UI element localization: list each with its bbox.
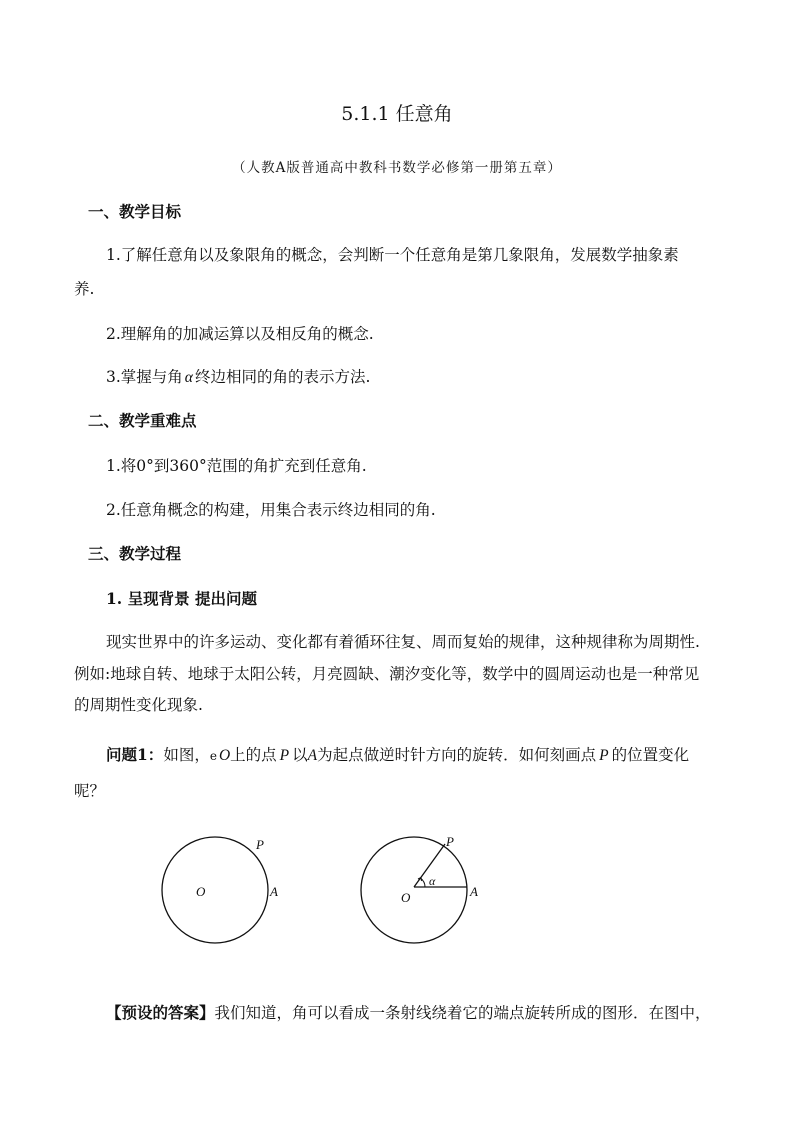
question-1-label: 问题1 [106, 745, 148, 764]
background-para-line-1: 现实世界中的许多运动、变化都有着循环往复、周而复始的规律，这种规律称为周期性. [106, 633, 700, 651]
section-heading-key-points: 二、教学重难点 [88, 411, 197, 430]
right-label-alpha: α [429, 874, 436, 888]
question-1-text-d: 为起点做逆时针方向的旋转．如何刻画点 [317, 746, 597, 764]
rotation-figures [150, 820, 510, 960]
section-heading-objectives: 一、教学目标 [88, 202, 182, 221]
key-point-2: 2.任意角概念的构建，用集合表示终边相同的角. [106, 501, 436, 519]
preset-answer-label: 【预设的答案】 [106, 1003, 215, 1022]
alpha-symbol: α [184, 369, 193, 386]
objective-2: 2.理解角的加减运算以及相反角的概念. [106, 325, 374, 343]
question-1-line-1 [106, 745, 689, 766]
page-title: 5.1.1 任意角 [341, 103, 453, 125]
point-p-label: P [279, 747, 290, 764]
objective-1-line-1: 1.了解任意角以及象限角的概念，会判断一个任意角是第几象限角，发展数学抽象素 [106, 246, 679, 264]
objective-3 [106, 367, 370, 388]
left-label-o: O [196, 884, 206, 899]
objective-3-text-b: 终边相同的角的表示方法. [194, 368, 371, 386]
left-label-p: P [256, 837, 264, 852]
question-1-text-b: 上的点 [230, 746, 277, 764]
question-1-colon: ： [147, 745, 164, 764]
section-heading-process: 三、教学过程 [88, 544, 182, 563]
point-a-label: A [307, 747, 318, 764]
left-circle [162, 837, 268, 943]
question-1-line-2: 呢？ [74, 782, 106, 800]
right-label-p: P [446, 834, 454, 849]
right-label-o: O [401, 890, 411, 905]
background-para-line-2: 例如:地球自转、地球于太阳公转，月亮圆缺、潮汐变化等，数学中的圆周运动也是一种常见 [74, 665, 700, 683]
subsection-heading-background: 1. 呈现背景 提出问题 [106, 589, 257, 608]
key-point-1: 1.将0°到360°范围的角扩充到任意角. [106, 457, 367, 475]
background-para-line-3: 的周期性变化现象. [74, 696, 203, 714]
point-o-label: O [218, 747, 231, 764]
right-circle [361, 837, 467, 943]
circle-symbol: e [209, 749, 217, 763]
preset-answer-text: 我们知道，角可以看成一条射线绕着它的端点旋转所成的图形．在图中， [214, 1004, 711, 1022]
page-subtitle: （人教A版普通高中教科书数学必修第一册第五章） [232, 160, 562, 176]
objective-1-line-2: 养. [74, 280, 95, 298]
point-p-label-2: P [599, 747, 609, 764]
question-1-text-c: 以 [292, 746, 308, 764]
objective-3-text-a: 3.掌握与角 [106, 368, 183, 386]
question-1-text-e: 的位置变化 [611, 746, 690, 764]
left-label-a: A [270, 884, 278, 899]
question-1-text-a: 如图， [163, 746, 210, 764]
preset-answer-line [106, 1003, 711, 1023]
right-label-a: A [470, 884, 478, 899]
